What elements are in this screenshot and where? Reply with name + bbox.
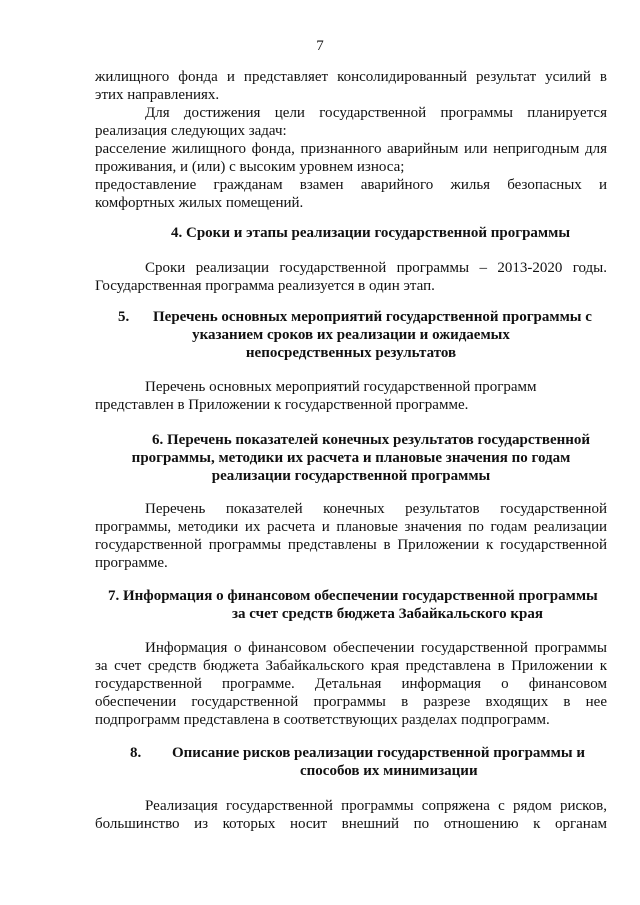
paragraph-line: реализация следующих задач: xyxy=(95,123,287,139)
section-6-heading-line: программы, методики их расчета и плановые значения по годам xyxy=(131,450,571,466)
page-number: 7 xyxy=(316,38,324,54)
paragraph-line: обеспечении государственной программы в разрезе входящих в нее xyxy=(95,694,607,710)
paragraph-line: комфортных жилых помещений. xyxy=(95,195,304,211)
paragraph-line: программы, методики их расчета и плановые значения по годам реализации xyxy=(95,519,607,535)
paragraph-line: Перечень основных мероприятий государственной программ xyxy=(145,379,537,395)
paragraph-line: Реализация государственной программы сопряжена с рядом рисков, xyxy=(145,798,607,814)
section-5-heading-line: указанием сроков их реализации и ожидаемых xyxy=(192,327,510,343)
section-6-heading-line: 6. Перечень показателей конечных результатов государственной xyxy=(152,432,591,448)
section-4-heading: 4. Сроки и этапы реализации государственной программы xyxy=(171,225,571,241)
section-7-heading-line: 7. Информация о финансовом обеспечении государственной программы xyxy=(108,588,598,604)
paragraph-line: Государственная программа реализуется в один этап. xyxy=(95,278,435,294)
paragraph-line: за счет средств бюджета Забайкальского края представлена в Приложении к xyxy=(95,658,607,674)
paragraph-line: проживания, и (или) с высоким уровнем износа; xyxy=(95,159,405,175)
paragraph-line: Для достижения цели государственной программы планируется xyxy=(145,105,607,121)
section-8-number: 8. xyxy=(130,745,142,761)
paragraph-line: Перечень показателей конечных результатов государственной xyxy=(145,501,607,517)
section-5-number: 5. xyxy=(118,309,130,325)
section-5-heading-line: непосредственных результатов xyxy=(245,345,457,361)
paragraph-line: программе. xyxy=(95,555,168,571)
section-7-heading-line: за счет средств бюджета Забайкальского края xyxy=(232,606,543,622)
section-8-heading-line: способов их минимизации xyxy=(300,763,478,779)
paragraph-line: подпрограмм представлена в соответствующих разделах подпрограмм. xyxy=(95,712,550,728)
paragraph-line: расселение жилищного фонда, признанного аварийным или непригодным для xyxy=(95,141,607,157)
section-6-heading-line: реализации государственной программы xyxy=(211,468,491,484)
paragraph-line: представлен в Приложении к государственной программе. xyxy=(95,397,469,413)
paragraph-line: предоставление гражданам взамен аварийного жилья безопасных и xyxy=(95,177,607,193)
paragraph-line: жилищного фонда и представляет консолидированный результат усилий в xyxy=(95,69,607,85)
paragraph-line: Сроки реализации государственной программы – 2013-2020 годы. xyxy=(145,260,607,276)
paragraph-line: государственной программы представлены в Приложении к государственной xyxy=(95,537,607,553)
section-5-heading-line: Перечень основных мероприятий государственной программы с xyxy=(153,309,592,325)
paragraph-line: государственной программе. Детальная информация о финансовом xyxy=(95,676,607,692)
paragraph-line: большинство из которых носит внешний по отношению к органам xyxy=(95,816,607,832)
paragraph-line: этих направлениях. xyxy=(95,87,220,103)
section-8-heading-line: Описание рисков реализации государственной программы и xyxy=(172,745,585,761)
paragraph-line: Информация о финансовом обеспечении государственной программы xyxy=(145,640,607,656)
